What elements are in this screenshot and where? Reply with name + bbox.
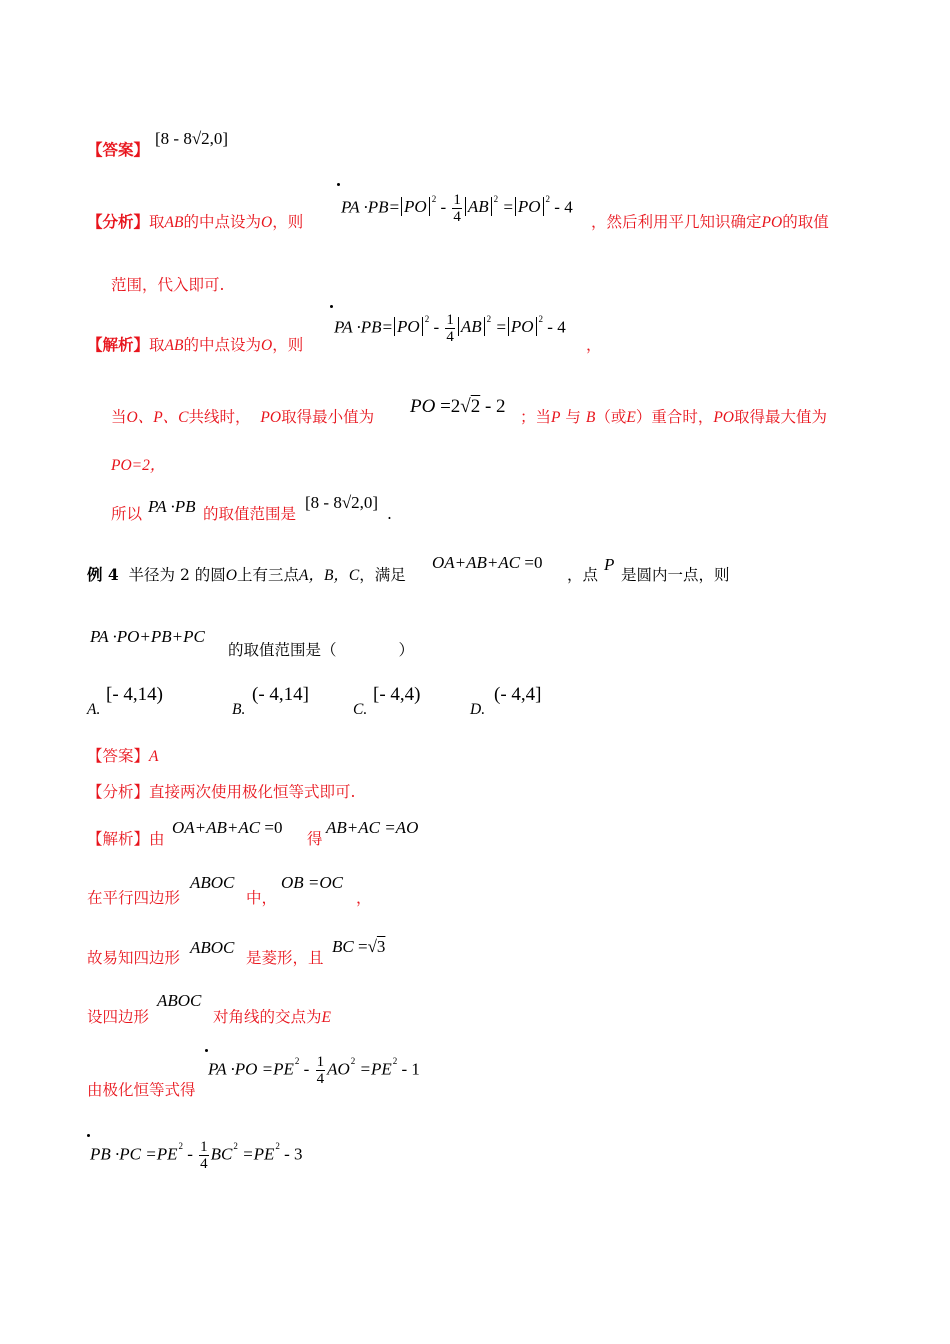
example4-analysis: 【分析】直接两次使用极化恒等式即可. [87,783,356,801]
example4-answer: 【答案】A [87,747,159,765]
example4-solution-label: 【解析】由 [87,830,165,848]
example4-line-2: 的取值范围是（ ） [228,641,415,659]
rhombus-name: ABOC [190,938,235,957]
parallelogram-in: 中， [246,889,278,907]
analysis-line-1-tail: ，然后利用平几知识确定PO的取值 [591,213,829,231]
option-c-value[interactable]: [- 4,4) [373,684,421,705]
solution-sum-formula: AB+AC =AO [326,818,419,837]
diagonal-text-b: 对角线的交点为E [213,1008,331,1026]
parallelogram-name: ABOC [190,873,235,892]
conclusion-range-value: [8 - 8√2,0] [305,493,379,512]
example4-line-1-mid: ，点 [567,566,599,584]
solution-cond-formula: OA+AB+AC =0 [172,818,283,837]
solution-line-1: 【解析】取AB的中点设为O，则 [87,335,304,354]
option-c-label[interactable]: C. [353,701,368,718]
option-b-value[interactable]: (- 4,14] [252,684,309,705]
solution-line-2: 当O、P、C共线时， PO取得最小值为 [111,408,375,426]
vector-arrow-mark [87,1134,90,1137]
rhombus-text-a: 故易知四边形 [87,949,181,967]
solution-get: 得 [307,830,323,848]
analysis-line-2: 范围，代入即可. [111,276,225,294]
parallelogram-text: 在平行四边形 [87,889,181,907]
solution-formula: PA ·PB= PO $^2$ - $\frac{1}{4}$ AB $^2$ = PO $^2$ - 4 [334,312,566,345]
analysis-formula: PA ·PB= PO $^2$ - $\frac{1}{4}$ AB $^2$ = PO $^2$ - 4 [341,192,573,225]
parallelogram-comma: ， [356,889,372,907]
analysis-label: 【分析】 [87,212,150,231]
example4-answer-label: 【答案】 [87,747,150,765]
analysis-line-1: 【分析】取AB的中点设为O，则 [87,212,304,231]
polarization-formula-1: PA $\cdot PO =PE^2$ - $\frac{1}{4}$ $AO^2 =PE^2 - 1$ [208,1054,420,1087]
max-value-text: PO=2， [111,457,166,474]
example4-label: 例 4 [87,565,119,584]
point-P: P [604,555,615,574]
polarization-text: 由极化恒等式得 [87,1081,196,1099]
conclusion-period: . [387,505,392,523]
target-formula: PA ·PO+PB+PC [90,627,205,646]
solution-label: 【解析】 [87,335,150,354]
equal-sides-formula: OB =OC [281,873,343,892]
conclusion-formula: PA ·PB [148,497,196,516]
rhombus-text-b: 是菱形，且 [246,949,324,967]
option-d-label[interactable]: D. [470,701,486,718]
solution-comma: ， [586,336,602,354]
option-a-value[interactable]: [- 4,14) [106,684,163,705]
option-a-label[interactable]: A. [87,701,101,718]
condition-formula: OA+AB+AC =0 [432,553,543,572]
example4-analysis-label: 【分析】 [87,783,150,801]
solution-line-2-tail: ；当P 与 B（或E）重合时，PO取得最大值为 [520,408,828,426]
diagonal-quad-name: ABOC [157,991,202,1010]
answer-label: 【答案】 [87,140,150,159]
option-d-value[interactable]: (- 4,4] [494,684,542,705]
conclusion-range-text: 的取值范围是 [203,505,297,523]
min-value-formula: PO =2√2 - 2 [410,396,506,417]
bc-formula: BC =√3 [332,937,386,956]
diagonal-text-a: 设四边形 [87,1008,150,1026]
vector-arrow-mark [337,183,340,186]
vector-arrow-mark [205,1049,208,1052]
option-b-label[interactable]: B. [232,701,246,718]
vector-arrow-mark [330,305,333,308]
example4-line-1: 例 4 半径为 2 的圆O上有三点A，B，C，满足 [87,565,406,584]
example4-line-1-tail: 是圆内一点，则 [621,566,730,584]
polarization-formula-2: PB $\cdot PC =PE^2$ - $\frac{1}{4}$ $BC^2 =PE^2 - 3$ [90,1139,303,1172]
answer-formula: [8 - 8√2,0] [155,129,229,148]
conclusion-so: 所以 [111,505,143,523]
